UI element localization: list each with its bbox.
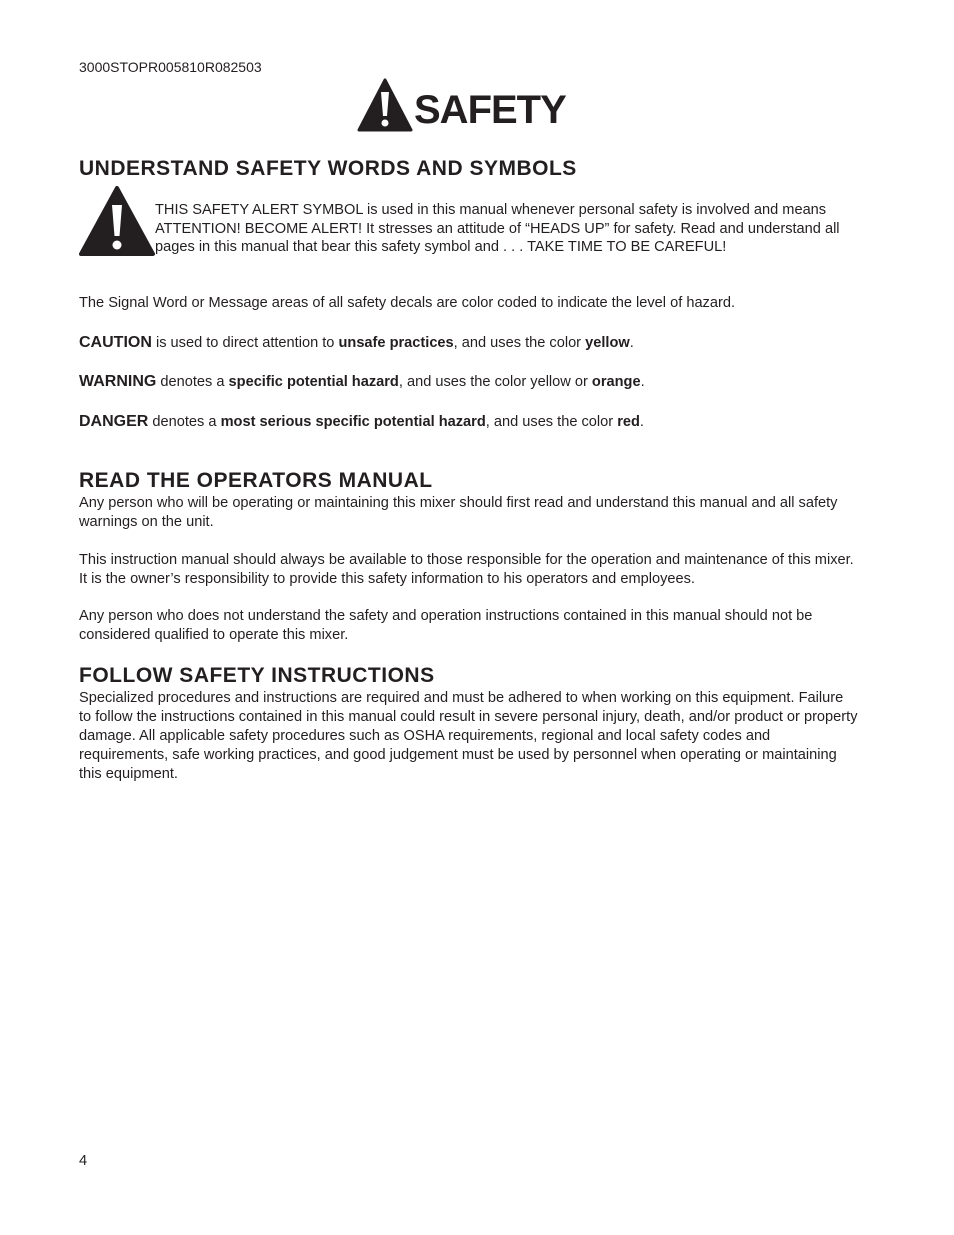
danger-word: DANGER	[79, 413, 149, 430]
title-text: SAFETY	[414, 88, 566, 132]
document-id: 3000STOPR005810R082503	[79, 59, 262, 75]
manual-paragraph-2: This instruction manual should always be available to those responsible for the operation and maintenance of this mixer. It is the owner’s responsibility to provide this safety information to his operators and employees.	[79, 552, 854, 587]
warning-text-3: .	[640, 374, 645, 390]
safety-alert-symbol-icon	[78, 185, 156, 257]
danger-color: red	[617, 414, 640, 430]
page-title	[357, 78, 577, 132]
caution-text-2: , and uses the color	[453, 335, 586, 351]
danger-emphasis-1: most serious specific potential hazard	[220, 414, 486, 430]
manual-paragraph-3: Any person who does not understand the safety and operation instructions contained in this manual should not be considered qualified to operate this mixer.	[79, 608, 813, 643]
warning-text-1: denotes a	[156, 374, 229, 390]
instructions-paragraph: Specialized procedures and instructions are required and must be adhered to when working on this equipment. Failure to follow the instructions contained in this manual could result in severe personal injury, death, and/or product or property damage. All applicable safety procedures such as OSHA requirements, regional and local safety codes and requirements, safe working practices, and good judgement must be used by personnel when operating or maintaining this equipment.	[79, 690, 858, 782]
caution-emphasis-1: unsafe practices	[338, 335, 454, 351]
warning-color: orange	[591, 374, 641, 390]
danger-text-3: .	[639, 414, 644, 430]
danger-text-2: , and uses the color	[485, 414, 618, 430]
warning-definition	[79, 372, 859, 392]
signal-word-intro: The Signal Word or Message areas of all safety decals are color coded to indicate the level of hazard.	[79, 295, 735, 311]
caution-definition	[79, 333, 859, 353]
caution-word: CAUTION	[79, 334, 152, 351]
heading-operators-manual: READ THE OPERATORS MANUAL	[79, 469, 433, 492]
manual-paragraph-1: Any person who will be operating or maintaining this mixer should first read and understand this manual and all safety warnings on the unit.	[79, 495, 838, 530]
page-number: 4	[79, 1153, 88, 1169]
warning-text-2: , and uses the color yellow or	[398, 374, 592, 390]
caution-text-1: is used to direct attention to	[151, 335, 339, 351]
alert-symbol-description: THIS SAFETY ALERT SYMBOL is used in this manual whenever personal safety is involved and means ATTENTION! BECOME ALERT! It stresses an attitude of “HEADS UP” for safety. Read and understand all pages in this manual that bear this safety symbol and . . . TAKE TIME TO BE CAREFUL!	[155, 202, 840, 255]
danger-definition	[79, 412, 859, 432]
caution-color: yellow	[585, 335, 630, 351]
safety-alert-icon	[357, 78, 413, 132]
warning-word: WARNING	[79, 373, 157, 390]
heading-follow-instructions: FOLLOW SAFETY INSTRUCTIONS	[79, 664, 435, 687]
caution-text-3: .	[629, 335, 634, 351]
heading-safety-words: UNDERSTAND SAFETY WORDS AND SYMBOLS	[79, 157, 577, 180]
danger-text-1: denotes a	[148, 414, 221, 430]
warning-emphasis-1: specific potential hazard	[228, 374, 399, 390]
